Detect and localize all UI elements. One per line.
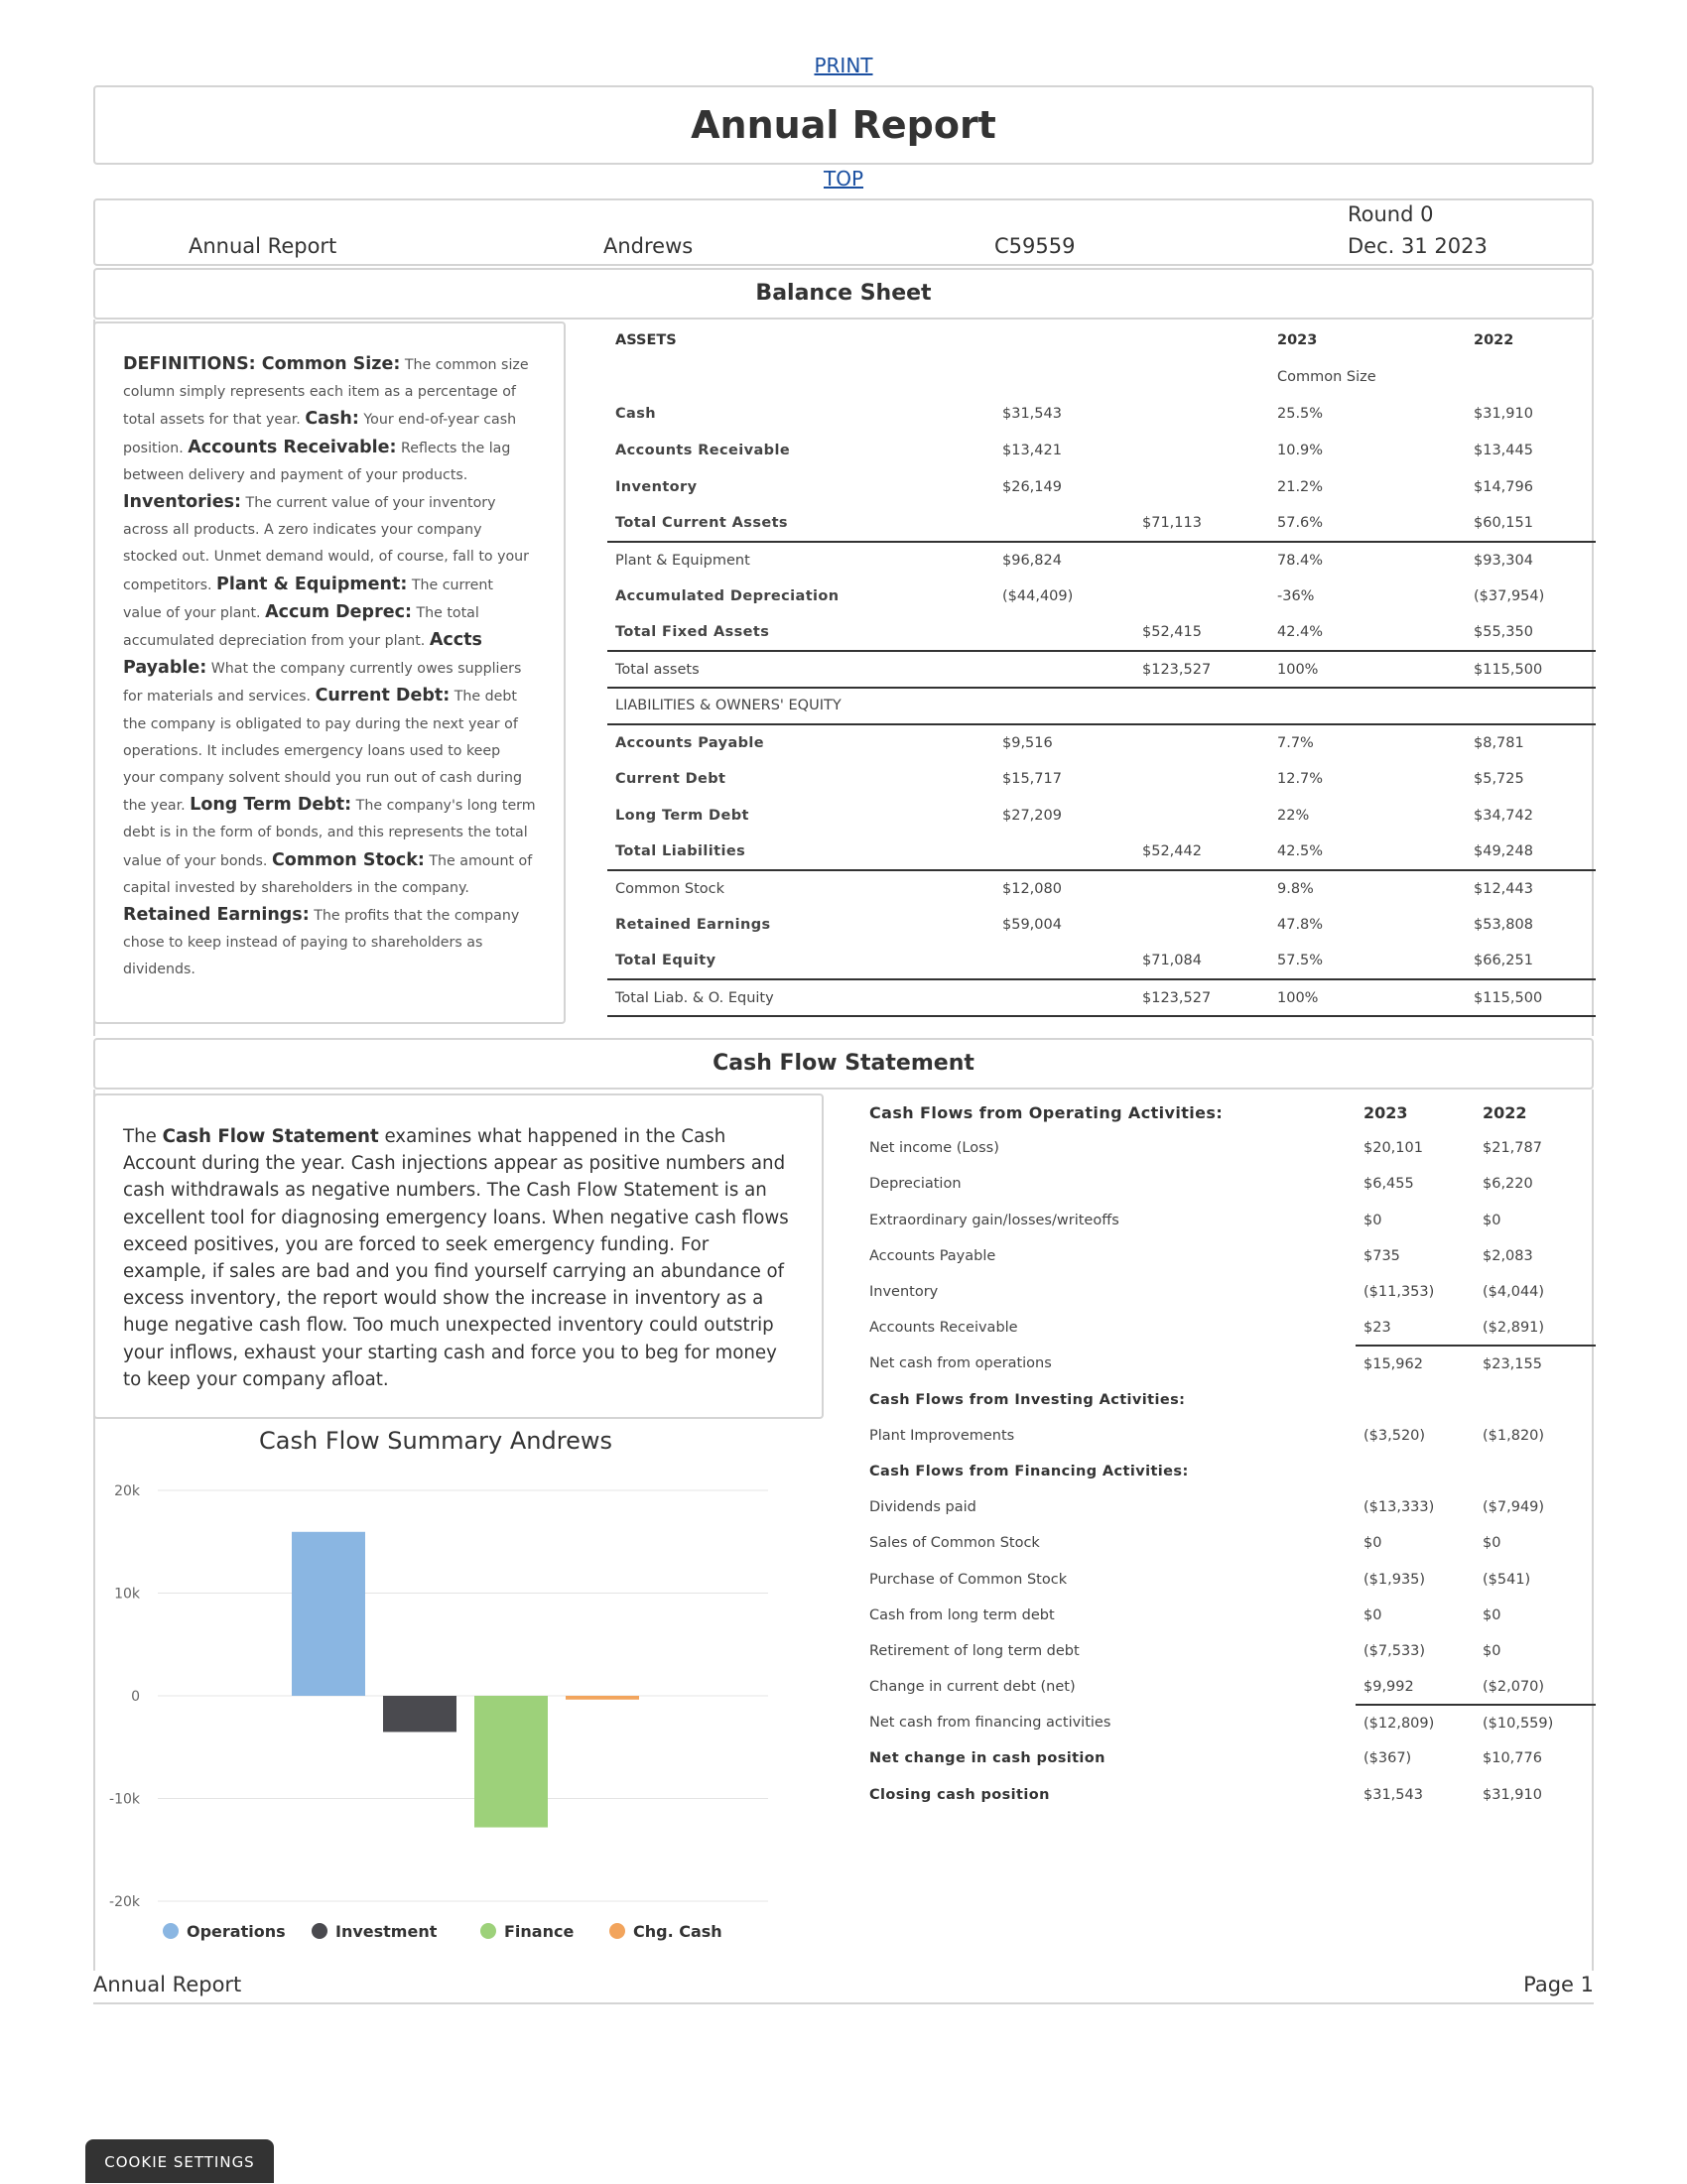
row-value — [994, 505, 1134, 542]
cf-row-label: Dividends paid — [869, 1499, 976, 1516]
definition-text: Reflects the lag between delivery and payment of your products. — [123, 440, 511, 483]
cf-value-2023 — [1356, 1382, 1475, 1418]
cf-value-2023: ($367) — [1363, 1750, 1412, 1767]
chart-title: Cash Flow Summary Andrews — [259, 1427, 612, 1455]
row-total — [1134, 396, 1269, 433]
bar-finance — [474, 1696, 548, 1828]
row-total — [1134, 724, 1269, 761]
cf-value-2022: $0 — [1483, 1535, 1501, 1552]
balance-sheet-row — [607, 651, 1596, 688]
meta-round: Round 0 — [1348, 202, 1434, 226]
year-2023-heading: 2023 — [1277, 332, 1318, 349]
cf-value-2023: $735 — [1363, 1247, 1400, 1264]
balance-sheet-row — [607, 870, 1596, 907]
cf-value-2023: $15,962 — [1363, 1355, 1423, 1372]
print-link[interactable]: PRINT — [814, 54, 873, 77]
row-prior-year: $115,500 — [1466, 979, 1596, 1016]
legend-swatch — [480, 1923, 496, 1939]
row-prior-year: $5,725 — [1474, 770, 1524, 787]
cf-value-2022: $0 — [1483, 1642, 1501, 1659]
row-label: Total assets — [607, 651, 994, 688]
row-common-size: 78.4% — [1277, 552, 1324, 569]
row-common-size: 10.9% — [1277, 442, 1324, 458]
row-value: $12,080 — [1002, 880, 1062, 897]
cash-flow-row — [861, 1418, 1596, 1454]
footer-left: Annual Report — [93, 1973, 242, 1996]
row-total: $71,084 — [1134, 944, 1269, 980]
bar-chg-cash — [566, 1696, 639, 1700]
cf-value-2022: $2,083 — [1483, 1247, 1533, 1264]
row-common-size: 42.4% — [1269, 614, 1466, 651]
cf-row-label: Extraordinary gain/losses/writeoffs — [869, 1212, 1119, 1228]
cf-value-2023: $6,455 — [1363, 1176, 1414, 1193]
balance-sheet-header — [93, 268, 1594, 320]
cf-value-2022: 2022 — [1483, 1102, 1527, 1122]
balance-sheet-row — [607, 542, 1596, 578]
row-common-size: 47.8% — [1277, 917, 1324, 934]
row-prior-year: $12,443 — [1474, 880, 1533, 897]
definition-text: The company's long term debt is in the form of bonds, and this represents the total value of your bonds. — [123, 798, 536, 869]
cf-value-2022: $6,220 — [1483, 1176, 1533, 1193]
row-value — [994, 944, 1134, 980]
cf-value-2023: 2023 — [1363, 1102, 1408, 1122]
cash-flow-row — [861, 1274, 1596, 1310]
cash-flow-row — [861, 1346, 1596, 1381]
definition-text: Your end-of-year cash position. — [123, 412, 517, 456]
print-link-wrap — [0, 54, 1687, 77]
cf-row-label: Accounts Receivable — [869, 1320, 1018, 1337]
definition-text: The total accumulated depreciation from your plant. — [123, 604, 479, 650]
cash-flow-row — [861, 1166, 1596, 1202]
cf-value-2022: $0 — [1483, 1212, 1501, 1228]
cf-value-2023: ($12,809) — [1363, 1715, 1435, 1732]
row-total: $123,527 — [1134, 979, 1269, 1016]
top-link-wrap — [0, 167, 1687, 191]
row-prior-year: $93,304 — [1474, 552, 1533, 569]
definition-term: Retained Earnings: — [123, 905, 310, 926]
cash-flow-row — [861, 1740, 1596, 1776]
cf-value-2022: ($10,559) — [1483, 1715, 1554, 1732]
row-total — [1134, 907, 1269, 944]
cf-value-2023: $23 — [1356, 1310, 1475, 1346]
row-value — [994, 614, 1134, 651]
y-tick-label: -10k — [109, 1791, 140, 1808]
cf-row-label: Depreciation — [869, 1176, 962, 1193]
legend-swatch — [163, 1923, 179, 1939]
legend-label: Investment — [335, 1922, 438, 1941]
cf-value-2022: $21,787 — [1483, 1140, 1542, 1157]
row-value: $15,717 — [1002, 770, 1062, 787]
cash-flow-description: The Cash Flow Statement examines what happened in the Cash Account during the year. Cash injections appear as positive numbers and cash withdrawals as negative numbers. The Cash Flow Statement is an excellent tool for diagnosing emergency loans. When negative cash flows exceed positives, you are forced to seek emergency funding. For example, if sales are bad and you find yourself carrying an abundance of excess inventory, the report would show the increase in inventory as a huge negative cash flow. Too much unexpected inventory could outstrip your inflows, exhaust your starting cash and force you to beg for money to keep your company afloat. — [123, 1126, 789, 1390]
definition-term: Common Stock: — [271, 849, 425, 870]
row-total — [1134, 432, 1269, 468]
row-common-size: 21.2% — [1277, 478, 1324, 495]
row-common-size: 7.7% — [1277, 734, 1314, 751]
balance-sheet-row — [607, 797, 1596, 834]
cf-value-2022: ($4,044) — [1483, 1284, 1545, 1301]
row-prior-year: ($37,954) — [1474, 587, 1545, 604]
row-total — [1134, 761, 1269, 798]
meta-date: Dec. 31 2023 — [1348, 234, 1488, 258]
legend-swatch — [609, 1923, 625, 1939]
row-prior-year: $53,808 — [1474, 917, 1533, 934]
cf-value-2023: $31,543 — [1363, 1786, 1423, 1803]
cf-value-2023: $0 — [1363, 1535, 1382, 1552]
cf-value-2022: ($2,070) — [1475, 1669, 1596, 1705]
cf-row-label: Cash Flows from Investing Activities: — [869, 1391, 1186, 1408]
row-label: LIABILITIES & OWNERS' EQUITY — [607, 688, 994, 724]
row-label: Accounts Receivable — [615, 442, 791, 458]
cash-flow-row — [861, 1454, 1596, 1489]
legend-label: Operations — [187, 1922, 286, 1941]
cf-row-label: Net cash from financing activities — [869, 1715, 1111, 1732]
cash-flow-table — [861, 1094, 1596, 1813]
cf-row-label: Purchase of Common Stock — [869, 1571, 1068, 1588]
bar-operations — [292, 1532, 365, 1696]
row-value: $59,004 — [1002, 917, 1062, 934]
cash-flow-row — [861, 1598, 1596, 1633]
cf-value-2023: $0 — [1363, 1606, 1382, 1623]
cf-row-label: Plant Improvements — [869, 1427, 1015, 1444]
row-prior-year: $115,500 — [1466, 651, 1596, 688]
cf-value-2023: ($13,333) — [1363, 1499, 1435, 1516]
row-label: Accumulated Depreciation — [615, 587, 840, 604]
top-link[interactable]: TOP — [823, 167, 864, 191]
balance-sheet-row — [607, 761, 1596, 798]
footer-page-number: Page 1 — [1523, 1973, 1594, 1996]
balance-sheet-row — [607, 688, 1596, 724]
report-meta — [93, 198, 1594, 266]
definitions-text — [123, 351, 536, 984]
definition-text: The current value of your inventory across all products. A zero indicates your company stocked out. Unmet demand would, of course, fall to your competitors. — [123, 495, 530, 593]
definition-term: Accts Payable: — [123, 630, 482, 679]
definition-text: What the company currently owes suppliers for materials and services. — [123, 661, 522, 706]
row-prior-year: $66,251 — [1466, 944, 1596, 980]
definitions-panel — [93, 321, 566, 1024]
page-footer — [93, 1971, 1594, 2004]
balance-sheet-row — [607, 505, 1596, 542]
definition-term: Accounts Receivable: — [188, 437, 397, 457]
balance-sheet-row — [607, 578, 1596, 615]
cf-value-2022 — [1475, 1382, 1596, 1418]
cf-value-2023: ($7,533) — [1363, 1642, 1426, 1659]
row-label: Accounts Payable — [615, 734, 765, 751]
cf-value-2022: $31,910 — [1483, 1786, 1542, 1803]
cash-flow-row — [861, 1777, 1596, 1813]
row-value: $27,209 — [1002, 807, 1062, 824]
legend-swatch — [312, 1923, 327, 1939]
y-tick-label: -20k — [109, 1894, 140, 1910]
balance-sheet-header-row — [607, 322, 1596, 359]
definition-text: The amount of capital invested by shareholders in the company. — [123, 852, 533, 896]
definition-term: Long Term Debt: — [190, 795, 352, 816]
definition-term: Plant & Equipment: — [216, 574, 408, 594]
cf-row-label: Cash Flows from Operating Activities: — [869, 1102, 1224, 1122]
row-label: Long Term Debt — [615, 807, 749, 824]
cash-flow-row — [861, 1525, 1596, 1561]
row-total — [1134, 468, 1269, 505]
row-total — [1134, 578, 1269, 615]
row-common-size: 57.6% — [1269, 505, 1466, 542]
cash-flow-row — [861, 1561, 1596, 1597]
row-prior-year: $13,445 — [1474, 442, 1533, 458]
row-common-size: 25.5% — [1277, 405, 1324, 422]
common-size-heading: Common Size — [1277, 369, 1376, 386]
cf-row-label: Change in current debt (net) — [869, 1679, 1076, 1696]
row-prior-year — [1466, 688, 1596, 724]
cf-value-2022: ($541) — [1483, 1571, 1531, 1588]
row-prior-year: $31,910 — [1474, 405, 1533, 422]
row-label: Retained Earnings — [615, 917, 771, 934]
cf-value-2023: $20,101 — [1363, 1140, 1423, 1157]
row-total — [1134, 542, 1269, 578]
row-prior-year: $14,796 — [1474, 478, 1533, 495]
cf-row-label: Accounts Payable — [869, 1247, 996, 1264]
cf-row-label: Net income (Loss) — [869, 1140, 999, 1157]
balance-sheet-row — [607, 944, 1596, 980]
row-total: $52,415 — [1134, 614, 1269, 651]
cash-flow-row — [861, 1094, 1596, 1130]
row-label: Inventory — [615, 478, 698, 495]
row-value: $96,824 — [1002, 552, 1062, 569]
row-label: Total Current Assets — [607, 505, 994, 542]
cf-value-2023: ($1,935) — [1363, 1571, 1426, 1588]
row-value — [994, 834, 1134, 870]
cash-flow-row — [861, 1489, 1596, 1525]
cash-flow-row — [861, 1633, 1596, 1669]
cash-flow-row — [861, 1130, 1596, 1166]
cf-row-label: Retirement of long term debt — [869, 1642, 1080, 1659]
legend-label: Chg. Cash — [633, 1922, 722, 1941]
cf-value-2022: ($2,891) — [1475, 1310, 1596, 1346]
row-prior-year: $49,248 — [1466, 834, 1596, 870]
row-total: $71,113 — [1134, 505, 1269, 542]
row-value: $13,421 — [1002, 442, 1062, 458]
cash-flow-row — [861, 1382, 1596, 1418]
definition-term: DEFINITIONS: Common Size: — [123, 354, 401, 374]
cf-row-label: Closing cash position — [869, 1786, 1050, 1803]
row-prior-year: $34,742 — [1474, 807, 1533, 824]
cf-value-2023: $0 — [1363, 1212, 1382, 1228]
cf-value-2023: ($11,353) — [1363, 1284, 1435, 1301]
balance-sheet-title: Balance Sheet — [755, 281, 932, 306]
row-label: Cash — [615, 405, 656, 422]
row-prior-year: $8,781 — [1474, 734, 1524, 751]
row-total: $52,442 — [1134, 834, 1269, 870]
cf-value-2022: $23,155 — [1483, 1355, 1542, 1372]
balance-sheet-row — [607, 468, 1596, 505]
cf-value-2022: $0 — [1483, 1606, 1501, 1623]
cf-row-label: Inventory — [869, 1284, 939, 1301]
meta-report-label: Annual Report — [189, 234, 337, 258]
cash-flow-description-panel — [93, 1093, 824, 1419]
row-prior-year: $55,350 — [1466, 614, 1596, 651]
balance-sheet-row — [607, 724, 1596, 761]
meta-code: C59559 — [994, 234, 1076, 258]
cf-value-2022: ($7,949) — [1483, 1499, 1545, 1516]
definition-term: Inventories: — [123, 492, 242, 513]
row-value: ($44,409) — [1002, 587, 1074, 604]
cf-row-label: Net cash from operations — [869, 1355, 1052, 1372]
title-box — [93, 85, 1594, 165]
cf-row-label: Cash Flows from Financing Activities: — [869, 1463, 1189, 1479]
cash-flow-row — [861, 1705, 1596, 1740]
row-total — [1134, 870, 1269, 907]
definition-text: The common size column simply represents each item as a percentage of total assets for that year. — [123, 357, 529, 429]
cf-value-2022 — [1475, 1454, 1596, 1489]
cash-flow-row — [861, 1238, 1596, 1274]
bar-investment — [383, 1696, 456, 1732]
row-label: Total Liabilities — [607, 834, 994, 870]
row-total — [1134, 797, 1269, 834]
cf-value-2023: $9,992 — [1356, 1669, 1475, 1705]
row-total — [1134, 688, 1269, 724]
y-tick-label: 10k — [114, 1586, 140, 1603]
row-label: Total Fixed Assets — [607, 614, 994, 651]
row-value — [994, 688, 1134, 724]
row-common-size: 100% — [1269, 651, 1466, 688]
row-value: $31,543 — [1002, 405, 1062, 422]
definition-text: The profits that the company chose to keep instead of paying to shareholders as dividends. — [123, 908, 520, 978]
cash-flow-row — [861, 1203, 1596, 1238]
cf-value-2023: ($3,520) — [1363, 1427, 1426, 1444]
definition-term: Accum Deprec: — [265, 601, 412, 622]
y-tick-label: 20k — [114, 1483, 140, 1499]
row-common-size: 22% — [1277, 807, 1310, 824]
row-value: $26,149 — [1002, 478, 1062, 495]
cash-flow-chart-svg — [93, 1419, 778, 1965]
assets-heading: ASSETS — [615, 332, 677, 349]
year-2022-heading: 2022 — [1474, 332, 1514, 349]
definition-text: The current value of your plant. — [123, 577, 493, 621]
cf-value-2023 — [1356, 1454, 1475, 1489]
legend-label: Finance — [504, 1922, 575, 1941]
cash-flow-row — [861, 1669, 1596, 1705]
row-label: Common Stock — [615, 880, 725, 897]
definition-term: Current Debt: — [315, 686, 451, 707]
cf-row-label: Sales of Common Stock — [869, 1535, 1040, 1552]
row-common-size: 9.8% — [1277, 880, 1314, 897]
row-value — [994, 651, 1134, 688]
cash-flow-title: Cash Flow Statement — [713, 1051, 974, 1076]
y-tick-label: 0 — [131, 1689, 140, 1705]
row-common-size: 42.5% — [1269, 834, 1466, 870]
row-label: Total Equity — [607, 944, 994, 980]
row-common-size: 12.7% — [1277, 770, 1324, 787]
row-value: $9,516 — [1002, 734, 1053, 751]
balance-sheet-row — [607, 907, 1596, 944]
balance-sheet-row — [607, 979, 1596, 1016]
definition-text: The debt the company is obligated to pay during the next year of operations. It includes emergency loans used to keep your company solvent should you run out of cash during the year. — [123, 689, 523, 815]
balance-sheet-table — [607, 322, 1596, 1017]
cf-value-2022: $10,776 — [1483, 1750, 1542, 1767]
meta-company: Andrews — [603, 234, 694, 258]
cash-flow-header — [93, 1038, 1594, 1090]
row-label: Plant & Equipment — [615, 552, 750, 569]
page-title: Annual Report — [691, 103, 996, 147]
row-prior-year: $60,151 — [1466, 505, 1596, 542]
balance-sheet-row — [607, 834, 1596, 870]
row-label: Total Liab. & O. Equity — [607, 979, 994, 1016]
definition-term: Cash: — [305, 409, 359, 430]
cash-flow-row — [861, 1310, 1596, 1346]
balance-sheet-row — [607, 614, 1596, 651]
balance-sheet-row — [607, 396, 1596, 433]
common-size-row — [607, 359, 1596, 396]
cf-row-label: Net change in cash position — [869, 1750, 1105, 1767]
cash-flow-chart — [93, 1419, 778, 1965]
row-total: $123,527 — [1134, 651, 1269, 688]
row-common-size: 57.5% — [1269, 944, 1466, 980]
row-common-size: 100% — [1269, 979, 1466, 1016]
row-label: Current Debt — [615, 770, 726, 787]
cf-row-label: Cash from long term debt — [869, 1606, 1055, 1623]
row-common-size — [1269, 688, 1466, 724]
cookie-settings-button[interactable]: COOKIE SETTINGS — [85, 2139, 274, 2183]
row-common-size: -36% — [1277, 587, 1315, 604]
cf-value-2022: ($1,820) — [1483, 1427, 1545, 1444]
row-value — [994, 979, 1134, 1016]
balance-sheet-row — [607, 432, 1596, 468]
